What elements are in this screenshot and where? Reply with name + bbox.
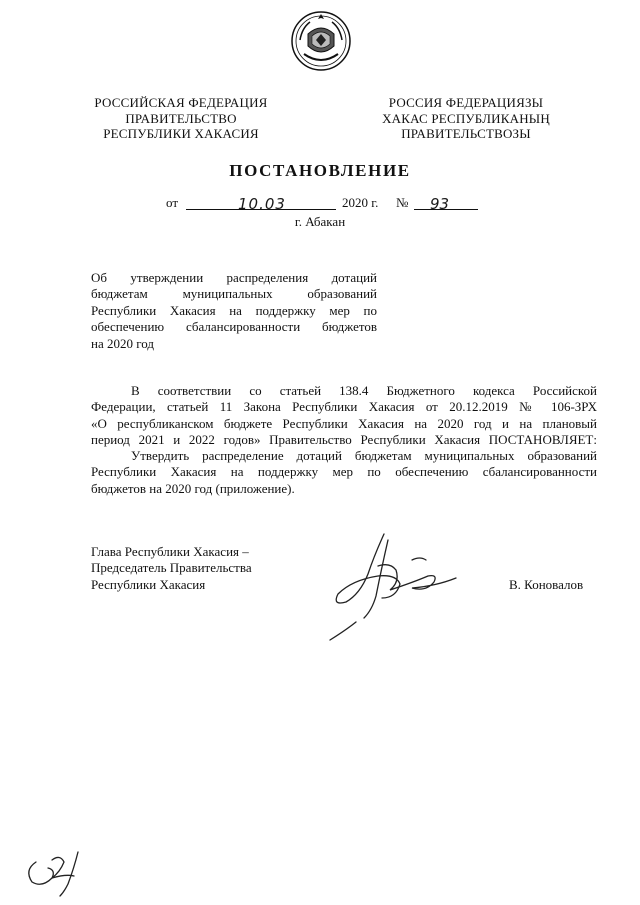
subject-line: Республики Хакасия на поддержку мер по [91,302,377,318]
signatory-name: В. Коновалов [509,577,584,592]
header-left [86,95,276,142]
year-label: 2020 г. [342,195,379,210]
header-right-line: ХАКАС РЕСПУБЛИКАНЫҢ [382,110,550,126]
header-right-line: ПРАВИТЕЛЬСТВОЗЫ [401,126,531,141]
header-left-line: РЕСПУБЛИКИ ХАКАСИЯ [103,126,259,141]
subject-line: обеспечению сбалансированности бюджетов [91,319,377,335]
handwritten-date: 10.03 [238,195,286,213]
signatory-position [91,544,252,593]
subject-line: бюджетам муниципальных образований [91,286,377,302]
handwritten-mark-icon [18,848,84,898]
body-line: Республики Хакасия на поддержку мер по обеспечению сбалансированности [91,464,597,480]
date-number-line [166,195,486,213]
body-line: «О республиканском бюджете Республики Хакасия на 2020 год и на плановый [91,415,597,431]
body-line: бюджетов на 2020 год (приложение). [91,480,295,496]
header-left-line: ПРАВИТЕЛЬСТВО [125,110,237,126]
subject-line: на 2020 год [91,335,154,351]
number-label: № [396,195,409,210]
header-left-line: РОССИЙСКАЯ ФЕДЕРАЦИЯ [94,95,268,110]
handwritten-signature-icon [316,526,466,646]
body-line: Федерации, статьей 11 Закона Республики Хакасия от 20.12.2019 № 106-ЗРХ [91,399,597,415]
body-text [91,383,597,497]
handwritten-number: 93 [430,195,450,213]
header-right [372,95,560,142]
position-line: Председатель Правительства [91,560,252,576]
position-line: Республики Хакасия [91,576,206,592]
city: г. Абакан [294,214,346,229]
document-title: ПОСТАНОВЛЕНИЕ [229,161,411,180]
date-field [186,195,336,213]
number-field [414,195,478,213]
subject-block [91,270,377,352]
header-right-line: РОССИЯ ФЕДЕРАЦИЯЗЫ [388,95,544,110]
body-line: период 2021 и 2022 годов» Правительство Республики Хакасия ПОСТАНОВЛЯЕТ: [91,431,597,447]
date-prefix: от [166,195,179,210]
coat-of-arms-icon [290,10,352,72]
body-line: В соответствии со статьей 138.4 Бюджетного кодекса Российской [131,383,597,398]
subject-line: Об утверждении распределения дотаций [91,270,377,285]
body-line: Утвердить распределение дотаций бюджетам муниципальных образований [131,448,597,464]
position-line: Глава Республики Хакасия – [91,544,249,559]
